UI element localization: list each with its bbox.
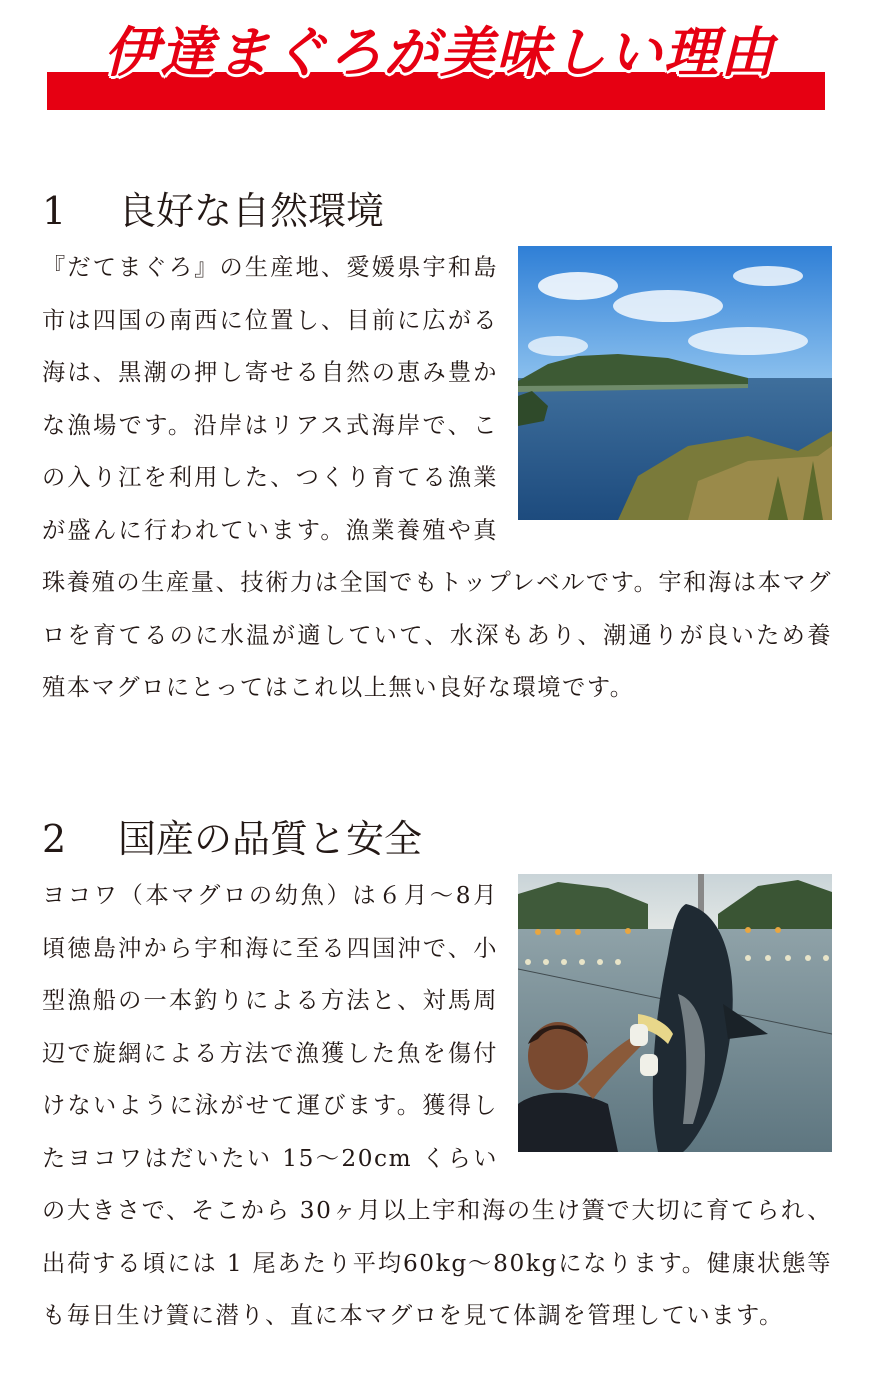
section-heading xyxy=(42,180,832,242)
page-title: 伊達まぐろが美味しい理由 xyxy=(104,21,776,84)
section-number: 2 xyxy=(42,817,67,861)
section-number: 1 xyxy=(42,189,67,233)
section-heading xyxy=(42,808,832,870)
section-natural-environment xyxy=(42,180,832,715)
tuna-fisherman-photo-icon xyxy=(518,874,832,1152)
coastline-photo-icon xyxy=(518,246,832,520)
section-body: 『だてまぐろ』の生産地、愛媛県宇和島市は四国の南西に位置し、目前に広がる海は、黒潮の押し寄せる自然の恵み豊かな漁場です。沿岸はリアス式海岸で、この入り江を利用した、つくり育てる漁業が盛んに行われています。漁業養殖や真珠養殖の生産量、技術力は全国でもトップレベルです。宇和海は本マグロを育てるのに水温が適していて、水深もあり、潮通りが良いため養殖本マグロにとってはこれ以上無い良好な環境です。 xyxy=(42,254,832,701)
section-domestic-quality xyxy=(42,808,832,1343)
section-title: 良好な自然環境 xyxy=(118,189,385,233)
section-title: 国産の品質と安全 xyxy=(118,817,423,861)
section-body: ヨコワ（本マグロの幼魚）は６月〜8月頃徳島沖から宇和海に至る四国沖で、小型漁船の一本釣りによる方法と、対馬周辺で旋網による方法で漁獲した魚を傷付けないように泳がせて運びます。獲得したヨコワはだいたい 15〜20cm くらいの大きさで、そこから 30ヶ月以上宇和海の生け簀で大切に育てられ、出荷する頃には 1 尾あたり平均60kg〜80kgになります。健康状態等も毎日生け簀に潜り、直に本マグロを見て体調を管理しています。 xyxy=(42,882,832,1329)
